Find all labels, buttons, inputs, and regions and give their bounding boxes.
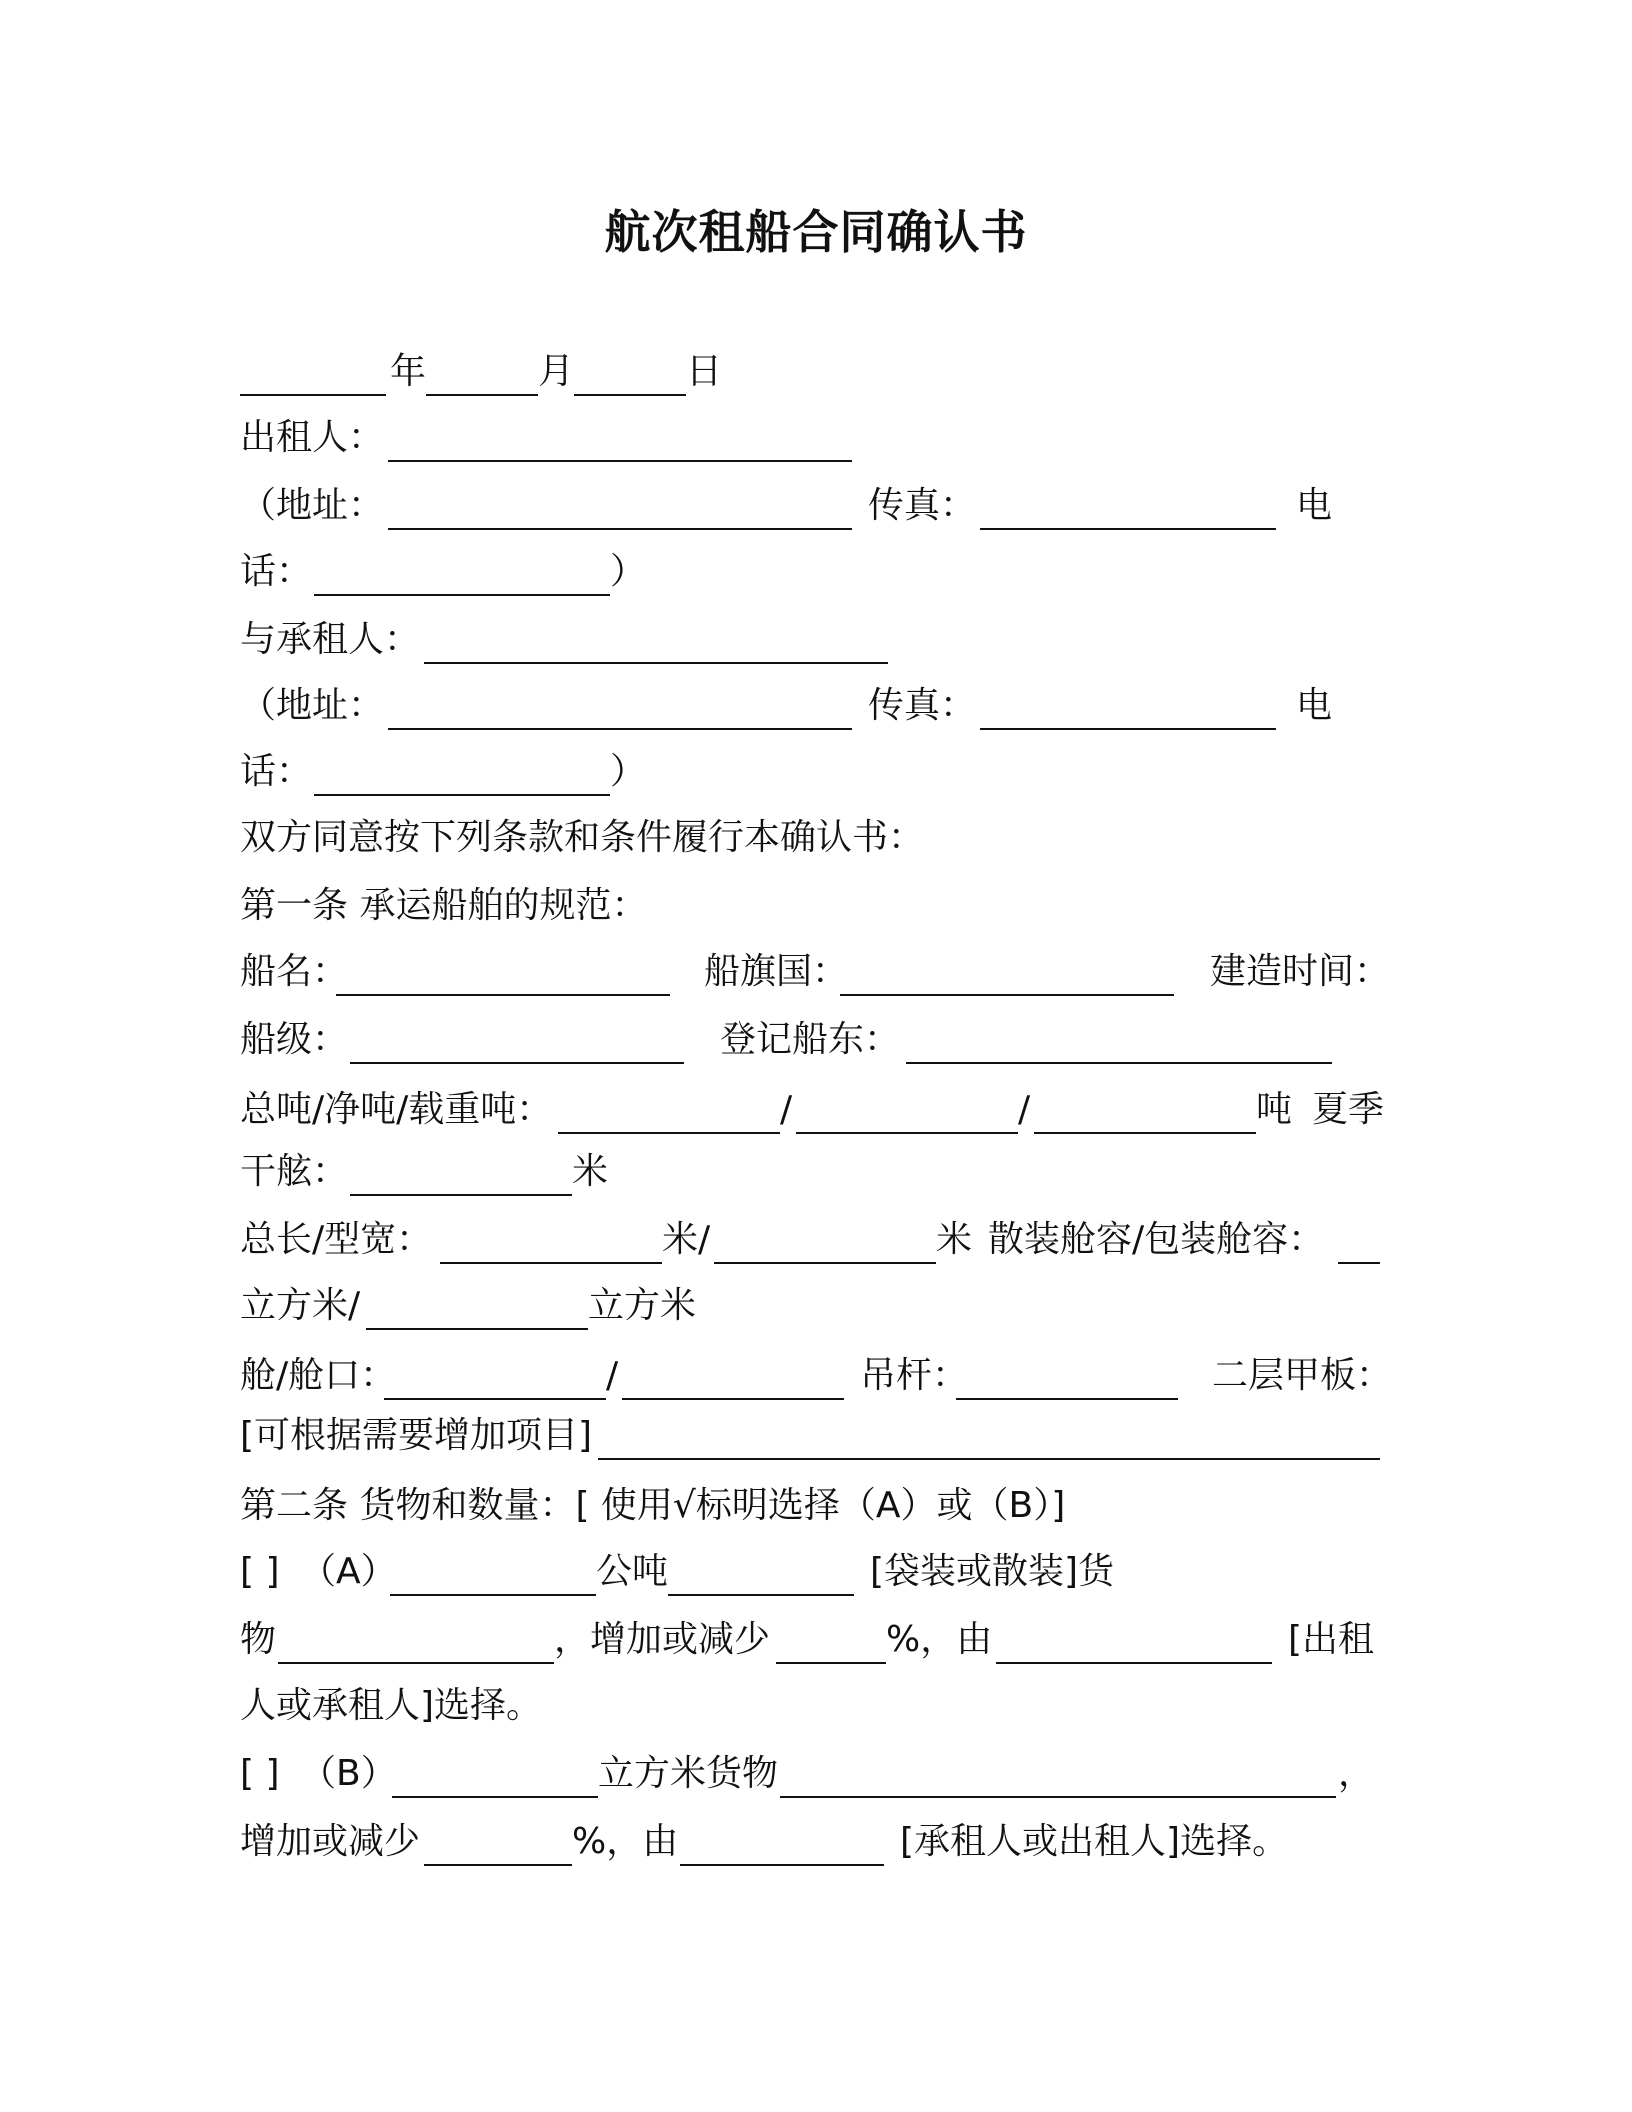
lessor-or-lessee-1: [出租 bbox=[1288, 1619, 1375, 1660]
date-line bbox=[240, 342, 1390, 402]
derrick-label: 吊杆： bbox=[860, 1355, 969, 1396]
freeboard-line bbox=[240, 1142, 1390, 1202]
option-a-label: （A） bbox=[300, 1551, 397, 1592]
lessee-phone-blank[interactable] bbox=[314, 794, 610, 796]
lessor-phone-blank[interactable] bbox=[314, 594, 610, 596]
option-b-line bbox=[240, 1744, 1390, 1804]
option-b-detail-line bbox=[240, 1812, 1390, 1872]
option-b-label: （B） bbox=[300, 1753, 397, 1794]
metric-ton-label: 公吨 bbox=[596, 1551, 669, 1592]
flag-blank[interactable] bbox=[840, 994, 1174, 996]
lessee-phone-label-2: 话： bbox=[240, 751, 313, 792]
extra-items-blank[interactable] bbox=[598, 1458, 1380, 1460]
option-a-end-line bbox=[240, 1676, 1390, 1736]
more-less-label: ，增加或减少 bbox=[554, 1619, 771, 1660]
agreement-line bbox=[240, 808, 1390, 868]
beam-meter: 米 bbox=[936, 1219, 973, 1260]
option-a-tonnage-blank[interactable] bbox=[390, 1594, 596, 1596]
article1-heading-line bbox=[240, 876, 1390, 936]
lessee-label: 与承租人： bbox=[240, 619, 421, 660]
lessee-phone-label-1: 电 bbox=[1296, 685, 1333, 726]
tonnage-slash-2: / bbox=[1018, 1089, 1031, 1130]
agreement-text: 双方同意按下列条款和条件履行本确认书： bbox=[240, 817, 925, 858]
length-beam-label: 总长/型宽： bbox=[240, 1219, 433, 1260]
option-b-cargo-blank[interactable] bbox=[780, 1796, 1336, 1798]
lessor-address-blank[interactable] bbox=[388, 528, 852, 530]
derrick-blank[interactable] bbox=[956, 1398, 1178, 1400]
ton-label: 吨 bbox=[1256, 1089, 1293, 1130]
extra-line bbox=[240, 1406, 1390, 1466]
capacity-label: 散装舱容/包装舱容： bbox=[988, 1219, 1325, 1260]
tweendeck-label: 二层甲板： bbox=[1212, 1355, 1393, 1396]
article1-heading: 第一条 承运船舶的规范： bbox=[240, 885, 648, 926]
grain-capacity-blank[interactable] bbox=[366, 1328, 588, 1330]
class-blank[interactable] bbox=[350, 1062, 684, 1064]
ship-name-label: 船名： bbox=[240, 951, 349, 992]
freeboard-meter: 米 bbox=[572, 1151, 609, 1192]
bag-bulk-label: [袋装或散装]货 bbox=[870, 1551, 1115, 1592]
option-a-percent-blank[interactable] bbox=[776, 1662, 886, 1664]
lessee-address-line bbox=[240, 676, 1390, 736]
option-b-percent-blank[interactable] bbox=[424, 1864, 572, 1866]
month-blank[interactable] bbox=[426, 394, 538, 396]
cbm-goods-label: 立方米货物 bbox=[598, 1753, 779, 1794]
length-blank[interactable] bbox=[440, 1262, 662, 1264]
option-a-cargo-blank[interactable] bbox=[668, 1594, 854, 1596]
lessor-line bbox=[240, 408, 1390, 468]
owner-label: 登记船东： bbox=[720, 1019, 901, 1060]
article2-heading-line bbox=[240, 1476, 1390, 1536]
lessee-line bbox=[240, 610, 1390, 670]
option-b-comma: ， bbox=[1338, 1753, 1375, 1794]
option-a-line bbox=[240, 1542, 1390, 1602]
option-b-percent-by: %，由 bbox=[572, 1821, 679, 1862]
option-b-volume-blank[interactable] bbox=[392, 1796, 598, 1798]
day-label: 日 bbox=[686, 351, 723, 392]
lessee-close-paren: ） bbox=[610, 751, 647, 792]
net-ton-blank[interactable] bbox=[796, 1132, 1018, 1134]
day-blank[interactable] bbox=[574, 394, 686, 396]
holds-label: 舱/舱口： bbox=[240, 1355, 397, 1396]
month-label: 月 bbox=[538, 351, 575, 392]
option-a-percent-by: %，由 bbox=[886, 1619, 993, 1660]
document-title: 航次租船合同确认书 bbox=[604, 205, 1028, 259]
option-b-chooser-blank[interactable] bbox=[680, 1864, 884, 1866]
bale-capacity-blank[interactable] bbox=[1338, 1262, 1380, 1264]
lessee-address-blank[interactable] bbox=[388, 728, 852, 730]
lessee-phone-line bbox=[240, 742, 1390, 802]
lessor-blank[interactable] bbox=[388, 460, 852, 462]
beam-blank[interactable] bbox=[714, 1262, 936, 1264]
owner-blank[interactable] bbox=[906, 1062, 1332, 1064]
lessee-fax-blank[interactable] bbox=[980, 728, 1276, 730]
option-b-checkbox[interactable]: [ ] bbox=[240, 1753, 280, 1794]
lessor-address-line bbox=[240, 476, 1390, 536]
length-line bbox=[240, 1210, 1390, 1270]
hatches-blank[interactable] bbox=[622, 1398, 844, 1400]
summer-label: 夏季 bbox=[1312, 1089, 1385, 1130]
flag-label: 船旗国： bbox=[704, 951, 849, 992]
lessee-fax-label: 传真： bbox=[868, 685, 977, 726]
article2-heading: 第二条 货物和数量：[ 使用√标明选择（A）或（B）] bbox=[240, 1485, 1066, 1526]
tonnage-line bbox=[240, 1080, 1390, 1140]
deadweight-blank[interactable] bbox=[1034, 1132, 1256, 1134]
built-label: 建造时间： bbox=[1210, 951, 1391, 992]
lessor-label: 出租人： bbox=[240, 417, 385, 458]
year-label: 年 bbox=[390, 351, 427, 392]
holds-line bbox=[240, 1346, 1393, 1406]
extra-items-label: [可根据需要增加项目] bbox=[240, 1415, 593, 1456]
more-less-label-2: 增加或减少 bbox=[240, 1821, 421, 1862]
lessee-blank[interactable] bbox=[424, 662, 888, 664]
option-a-detail-line bbox=[240, 1610, 1390, 1670]
class-label: 船级： bbox=[240, 1019, 349, 1060]
lessor-phone-label-2: 话： bbox=[240, 551, 313, 592]
cbm-label: 立方米 bbox=[588, 1285, 697, 1326]
option-a-checkbox[interactable]: [ ] bbox=[240, 1551, 280, 1592]
holds-blank[interactable] bbox=[384, 1398, 606, 1400]
lessee-address-label: （地址： bbox=[240, 685, 385, 726]
gross-ton-blank[interactable] bbox=[558, 1132, 780, 1134]
holds-slash: / bbox=[606, 1355, 619, 1396]
class-line bbox=[240, 1010, 1390, 1070]
length-meter-slash: 米/ bbox=[662, 1219, 711, 1260]
tonnage-slash-1: / bbox=[780, 1089, 793, 1130]
tonnage-label: 总吨/净吨/载重吨： bbox=[240, 1089, 553, 1130]
lessor-phone-line bbox=[240, 542, 1390, 602]
freeboard-label: 干舷： bbox=[240, 1151, 349, 1192]
lessor-phone-label-1: 电 bbox=[1296, 485, 1333, 526]
freeboard-blank[interactable] bbox=[350, 1194, 572, 1196]
ship-name-line bbox=[240, 942, 1390, 1002]
goods-blank[interactable] bbox=[278, 1662, 554, 1664]
lessor-fax-blank[interactable] bbox=[980, 528, 1276, 530]
goods-label: 物 bbox=[240, 1619, 277, 1660]
lessee-or-lessor: [承租人或出租人]选择。 bbox=[900, 1821, 1289, 1862]
capacity-line bbox=[240, 1276, 1390, 1336]
lessor-fax-label: 传真： bbox=[868, 485, 977, 526]
lessor-or-lessee-2: 人或承租人]选择。 bbox=[240, 1685, 543, 1726]
lessor-address-label: （地址： bbox=[240, 485, 385, 526]
ship-name-blank[interactable] bbox=[336, 994, 670, 996]
year-blank[interactable] bbox=[240, 394, 386, 396]
option-a-chooser-blank[interactable] bbox=[996, 1662, 1272, 1664]
cbm-slash-label: 立方米/ bbox=[240, 1285, 361, 1326]
lessor-close-paren: ） bbox=[610, 551, 647, 592]
